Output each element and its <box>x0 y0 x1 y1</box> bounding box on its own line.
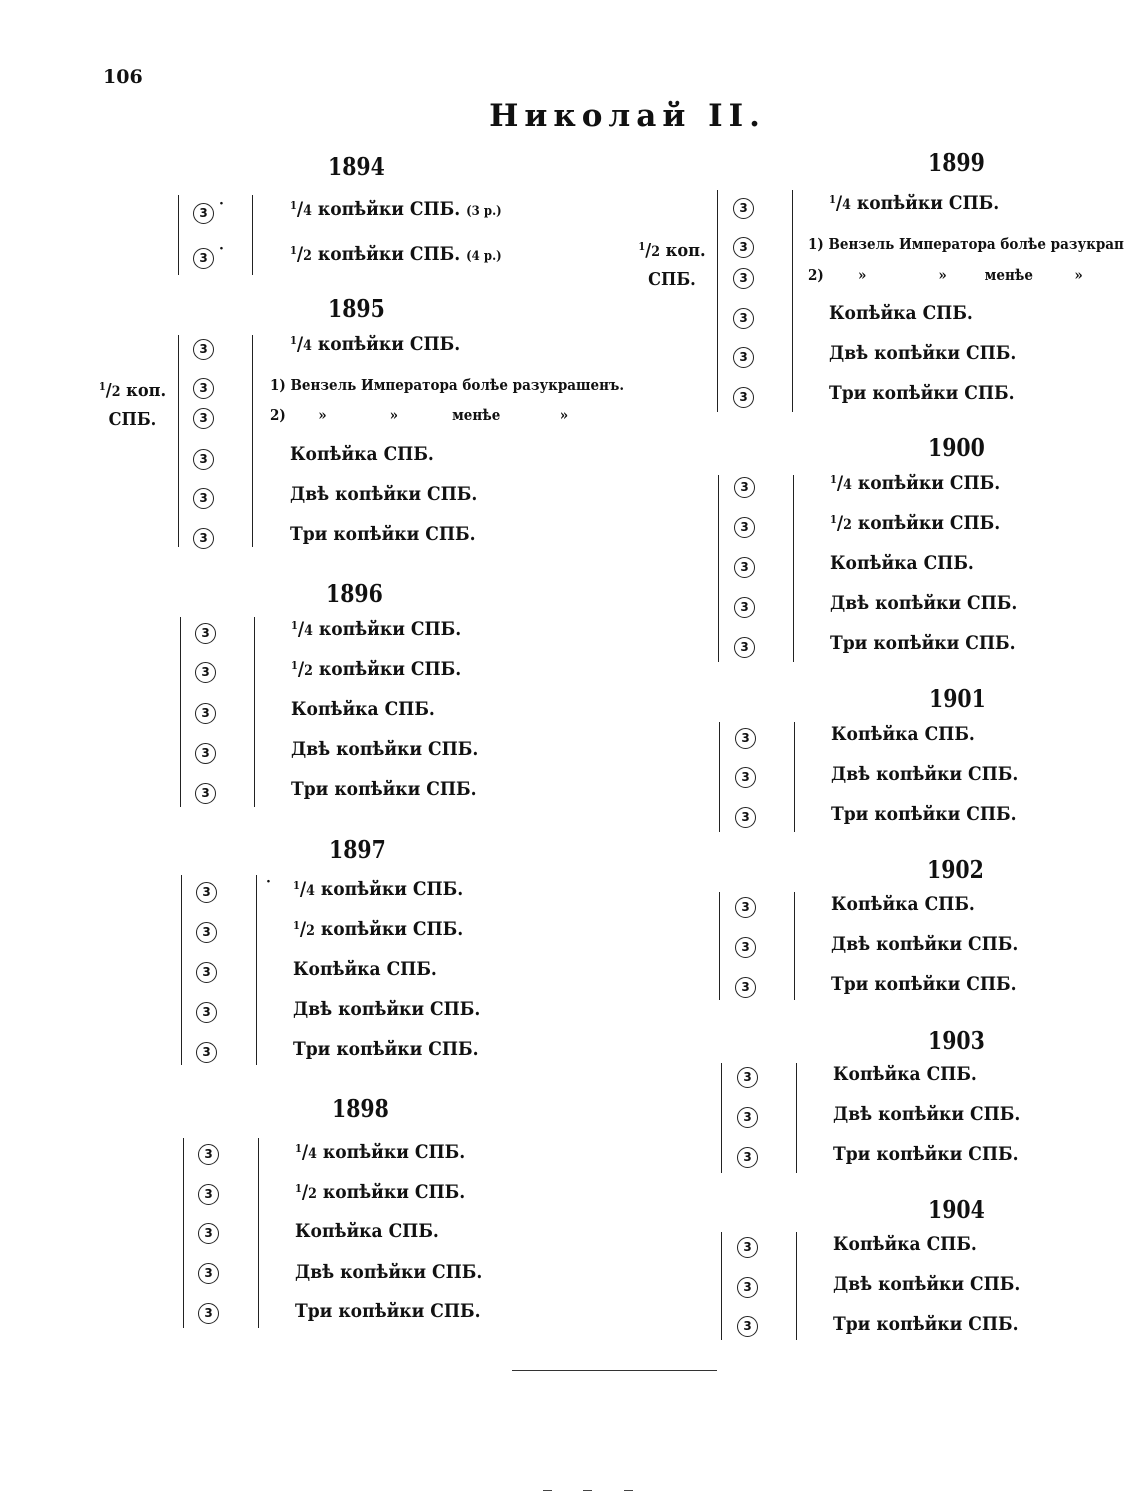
left-rule <box>721 1063 722 1173</box>
mint-mark: 3 <box>193 378 214 399</box>
coin-entry: Три копѣйки СПБ. <box>291 778 477 800</box>
group-label: $^1$/2 коп. СПБ. <box>98 380 167 430</box>
right-rule <box>258 1138 259 1328</box>
mint-mark: 3 <box>733 237 754 258</box>
coin-entry: Двѣ копѣйки СПБ. <box>829 342 1017 364</box>
mint-mark: 3 <box>196 1042 217 1063</box>
coin-entry: Двѣ копѣйки СПБ. <box>295 1261 483 1283</box>
mint-mark: 3 <box>196 1002 217 1023</box>
right-rule <box>256 875 257 1065</box>
left-rule <box>178 335 179 547</box>
mint-mark: 3 <box>737 1107 758 1128</box>
left-rule <box>178 195 179 275</box>
coin-entry: $^1$/2 копѣйки СПБ. <box>295 1181 466 1203</box>
mint-mark: 3 <box>195 743 216 764</box>
mint-mark: 3 <box>193 203 214 224</box>
year-heading: 1897 <box>329 835 386 864</box>
mint-mark: 3 <box>733 198 754 219</box>
coin-entry: Три копѣйки СПБ. <box>831 803 1017 825</box>
coin-entry: Копѣйка СПБ. <box>831 723 975 745</box>
year-heading: 1901 <box>929 684 986 713</box>
coin-entry: Копѣйка СПБ. <box>829 302 973 324</box>
mint-mark: 3 <box>733 387 754 408</box>
coin-entry: Копѣйка СПБ. <box>830 552 974 574</box>
coin-entry: $^1$/4 копѣйки СПБ. <box>829 192 1000 214</box>
coin-entry: $^1$/4 копѣйки СПБ. <box>295 1141 466 1163</box>
mint-mark: 3 <box>193 248 214 269</box>
mint-mark: 3 <box>196 962 217 983</box>
mint-mark: 3 <box>193 449 214 470</box>
mint-mark: 3 <box>196 922 217 943</box>
coin-entry: $^1$/4 копѣйки СПБ. <box>293 878 464 900</box>
right-rule <box>794 722 795 832</box>
year-heading: 1896 <box>326 579 383 608</box>
mint-mark: 3 <box>193 528 214 549</box>
mint-mark: 3 <box>735 767 756 788</box>
mint-mark: 3 <box>198 1184 219 1205</box>
right-rule <box>793 475 794 662</box>
coin-entry: Двѣ копѣйки СПБ. <box>833 1103 1021 1125</box>
mint-mark: 3 <box>196 882 217 903</box>
coin-entry: Двѣ копѣйки СПБ. <box>833 1273 1021 1295</box>
year-heading: 1894 <box>328 152 385 181</box>
mint-mark: 3 <box>735 728 756 749</box>
group-label: $^1$/2 коп. СПБ. <box>638 240 706 290</box>
mint-mark: 3 <box>733 268 754 289</box>
year-heading: 1904 <box>928 1195 985 1224</box>
left-rule <box>718 475 719 662</box>
left-rule <box>721 1232 722 1340</box>
coin-entry: $^1$/2 копѣйки СПБ. <box>293 918 464 940</box>
coin-entry: $^1$/4 копѣйки СПБ. (3 р.) <box>290 198 502 220</box>
coin-entry: $^1$/4 копѣйки СПБ. <box>290 333 461 355</box>
section-end-rule <box>512 1370 717 1371</box>
year-heading: 1902 <box>927 855 984 884</box>
mint-mark: 3 <box>193 408 214 429</box>
coin-entry: $^1$/2 копѣйки СПБ. <box>830 512 1001 534</box>
coin-entry: Три копѣйки СПБ. <box>295 1300 481 1322</box>
variety-entry: 1) Вензель Императора болѣе разукрап <box>808 235 1124 253</box>
mint-mark: 3 <box>733 308 754 329</box>
mint-mark: 3 <box>737 1067 758 1088</box>
mint-mark: 3 <box>195 703 216 724</box>
variety-entry: 2) » » менѣе » <box>270 406 569 424</box>
mint-mark: 3 <box>734 557 755 578</box>
coin-entry: Двѣ копѣйки СПБ. <box>831 763 1019 785</box>
coin-entry: $^1$/2 копѣйки СПБ. (4 р.) <box>290 243 502 265</box>
coin-entry: $^1$/4 копѣйки СПБ. <box>830 472 1001 494</box>
right-rule <box>792 190 793 412</box>
mint-mark: 3 <box>195 662 216 683</box>
right-rule <box>252 195 253 275</box>
mint-mark: 3 <box>733 347 754 368</box>
coin-entry: $^1$/2 копѣйки СПБ. <box>291 658 462 680</box>
mint-mark: 3 <box>735 897 756 918</box>
right-rule <box>254 617 255 807</box>
year-heading: 1903 <box>928 1026 985 1055</box>
left-rule <box>719 892 720 1000</box>
coin-entry: Три копѣйки СПБ. <box>829 382 1015 404</box>
coin-entry: Двѣ копѣйки СПБ. <box>293 998 481 1020</box>
mint-mark: 3 <box>198 1263 219 1284</box>
coin-entry: Копѣйка СПБ. <box>290 443 434 465</box>
coin-entry: Копѣйка СПБ. <box>293 958 437 980</box>
coin-entry: Двѣ копѣйки СПБ. <box>291 738 479 760</box>
coin-entry: $^1$/4 копѣйки СПБ. <box>291 618 462 640</box>
mint-mark: 3 <box>737 1237 758 1258</box>
coin-entry: Копѣйка СПБ. <box>833 1063 977 1085</box>
mint-mark: 3 <box>195 783 216 804</box>
year-heading: 1898 <box>332 1094 389 1123</box>
dot-marker: · <box>219 241 224 257</box>
right-rule <box>796 1063 797 1173</box>
coin-entry: Три копѣйки СПБ. <box>833 1143 1019 1165</box>
coin-entry: Копѣйка СПБ. <box>295 1220 439 1242</box>
mint-mark: 3 <box>198 1144 219 1165</box>
scan-mark <box>583 1490 592 1491</box>
scan-mark <box>624 1490 633 1491</box>
mint-mark: 3 <box>734 517 755 538</box>
coin-entry: Копѣйка СПБ. <box>833 1233 977 1255</box>
left-rule <box>719 722 720 832</box>
coin-entry: Копѣйка СПБ. <box>831 893 975 915</box>
dot-marker: · <box>219 196 224 212</box>
year-heading: 1899 <box>928 148 985 177</box>
coin-entry: Три копѣйки СПБ. <box>830 632 1016 654</box>
mint-mark: 3 <box>737 1147 758 1168</box>
coin-entry: Три копѣйки СПБ. <box>831 973 1017 995</box>
variety-entry: 2) » » менѣе » <box>808 266 1083 284</box>
right-rule <box>796 1232 797 1340</box>
mint-mark: 3 <box>735 977 756 998</box>
right-rule <box>252 335 253 547</box>
scan-mark <box>543 1490 552 1491</box>
coin-entry: Копѣйка СПБ. <box>291 698 435 720</box>
coin-entry: Двѣ копѣйки СПБ. <box>831 933 1019 955</box>
mint-mark: 3 <box>195 623 216 644</box>
mint-mark: 3 <box>198 1223 219 1244</box>
coin-entry: Двѣ копѣйки СПБ. <box>830 592 1018 614</box>
left-rule <box>181 875 182 1065</box>
mint-mark: 3 <box>193 339 214 360</box>
mint-mark: 3 <box>735 807 756 828</box>
year-heading: 1895 <box>328 294 385 323</box>
mint-mark: 3 <box>734 597 755 618</box>
mint-mark: 3 <box>737 1316 758 1337</box>
coin-entry: Двѣ копѣйки СПБ. <box>290 483 478 505</box>
page-title: Николай II. <box>489 98 766 134</box>
mint-mark: 3 <box>734 477 755 498</box>
mint-mark: 3 <box>735 937 756 958</box>
left-rule <box>717 190 718 412</box>
variety-entry: 1) Вензель Императора болѣе разукрашенъ. <box>270 376 625 394</box>
left-rule <box>180 617 181 807</box>
right-rule <box>794 892 795 1000</box>
mint-mark: 3 <box>198 1303 219 1324</box>
coin-entry: Три копѣйки СПБ. <box>833 1313 1019 1335</box>
year-heading: 1900 <box>928 433 985 462</box>
mint-mark: 3 <box>737 1277 758 1298</box>
mint-mark: 3 <box>193 488 214 509</box>
mint-mark: 3 <box>734 637 755 658</box>
left-rule <box>183 1138 184 1328</box>
coin-entry: Три копѣйки СПБ. <box>293 1038 479 1060</box>
dot-marker: · <box>266 874 271 890</box>
coin-entry: Три копѣйки СПБ. <box>290 523 476 545</box>
page-number: 106 <box>103 66 143 88</box>
